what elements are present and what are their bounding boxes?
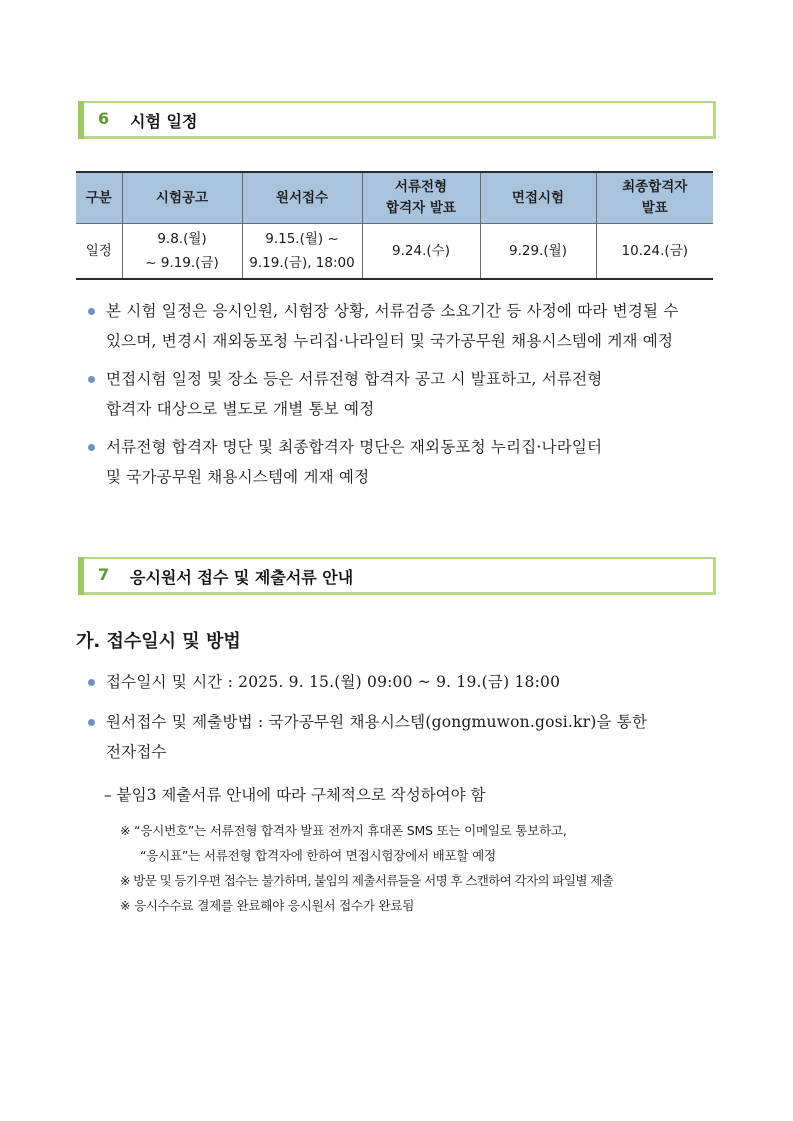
schedule-table bbox=[76, 171, 713, 280]
note-item: ※ “응시번호”는 서류전형 합격자 발표 전까지 휴대폰 SMS 또는 이메일로 통보하고, bbox=[120, 823, 567, 838]
list-item bbox=[84, 667, 724, 697]
list-item bbox=[84, 296, 724, 356]
bullet-icon bbox=[88, 719, 95, 726]
note-item: “응시표”는 서류전형 합격자에 한하여 면접시험장에서 배포할 예정 bbox=[140, 848, 496, 863]
bullet-text-line: 있으며, 변경시 재외동포청 누리집·나라일터 및 국가공무원 채용시스템에 게재 예정 bbox=[106, 332, 674, 350]
bullet-text-line: 면접시험 일정 및 장소 등은 서류전형 합격자 공고 시 발표하고, 서류전형 bbox=[106, 370, 603, 388]
bullet-icon bbox=[88, 444, 95, 451]
section-6-header bbox=[78, 101, 716, 139]
section-6-bullet-list bbox=[84, 296, 724, 492]
table-header-cell: 시험공고 bbox=[122, 172, 242, 224]
table-header-row bbox=[76, 172, 713, 224]
section-title: 시험 일정 bbox=[130, 112, 198, 131]
table-cell: 9.24.(수) bbox=[362, 224, 480, 280]
section-accent-bar bbox=[78, 101, 84, 139]
note-item: ※ 응시수수료 결제를 완료해야 응시원서 접수가 완료됨 bbox=[120, 898, 415, 913]
bullet-text-line: 전자접수 bbox=[106, 743, 167, 761]
section-accent-bar bbox=[78, 557, 84, 595]
section-number: 7 bbox=[98, 565, 110, 584]
table-header-cell: 최종합격자 발표 bbox=[596, 172, 713, 224]
bullet-text-line: 본 시험 일정은 응시인원, 시험장 상황, 서류검증 소요기간 등 사정에 따라 변경될 수 bbox=[106, 302, 679, 320]
table-cell: 9.15.(월) ~ 9.19.(금), 18:00 bbox=[242, 224, 362, 280]
bullet-text-line: 원서접수 및 제출방법 : 국가공무원 채용시스템(gongmuwon.gosi.kr)을 통한 bbox=[106, 713, 648, 731]
bullet-icon bbox=[88, 679, 95, 686]
bullet-text-line: 및 국가공무원 채용시스템에 게재 예정 bbox=[106, 468, 370, 486]
list-item bbox=[84, 432, 724, 492]
table-header-cell: 원서접수 bbox=[242, 172, 362, 224]
table-cell: 10.24.(금) bbox=[596, 224, 713, 280]
section-7-header bbox=[78, 557, 716, 595]
notes-list bbox=[120, 818, 720, 918]
table-header-cell: 서류전형 합격자 발표 bbox=[362, 172, 480, 224]
section-number: 6 bbox=[98, 109, 110, 128]
table-cell: 9.8.(월) ~ 9.19.(금) bbox=[122, 224, 242, 280]
bullet-icon bbox=[88, 308, 95, 315]
bullet-text-line: 합격자 대상으로 별도로 개별 통보 예정 bbox=[106, 400, 375, 418]
table-row bbox=[76, 224, 713, 280]
list-item bbox=[84, 364, 724, 424]
subsection-title: 가. 접수일시 및 방법 bbox=[76, 631, 241, 652]
dash-list-item: – 붙임3 제출서류 안내에 따라 구체적으로 작성하여야 함 bbox=[104, 786, 486, 804]
table-header-cell: 구분 bbox=[76, 172, 122, 224]
note-item: ※ 방문 및 등기우편 접수는 불가하며, 붙임의 제출서류들을 서명 후 스캔하여 각자의 파일별 제출 bbox=[120, 873, 614, 888]
bullet-icon bbox=[88, 376, 95, 383]
bullet-text-line: 서류전형 합격자 명단 및 최종합격자 명단은 재외동포청 누리집·나라일터 bbox=[106, 438, 603, 456]
table-cell: 일정 bbox=[76, 224, 122, 280]
table-header-cell: 면접시험 bbox=[480, 172, 596, 224]
list-item bbox=[84, 707, 724, 767]
table-cell: 9.29.(월) bbox=[480, 224, 596, 280]
bullet-text-line: 접수일시 및 시간 : 2025. 9. 15.(월) 09:00 ~ 9. 19.(금) 18:00 bbox=[106, 673, 561, 691]
section-7-bullet-list bbox=[84, 667, 724, 767]
section-title: 응시원서 접수 및 제출서류 안내 bbox=[130, 568, 354, 587]
